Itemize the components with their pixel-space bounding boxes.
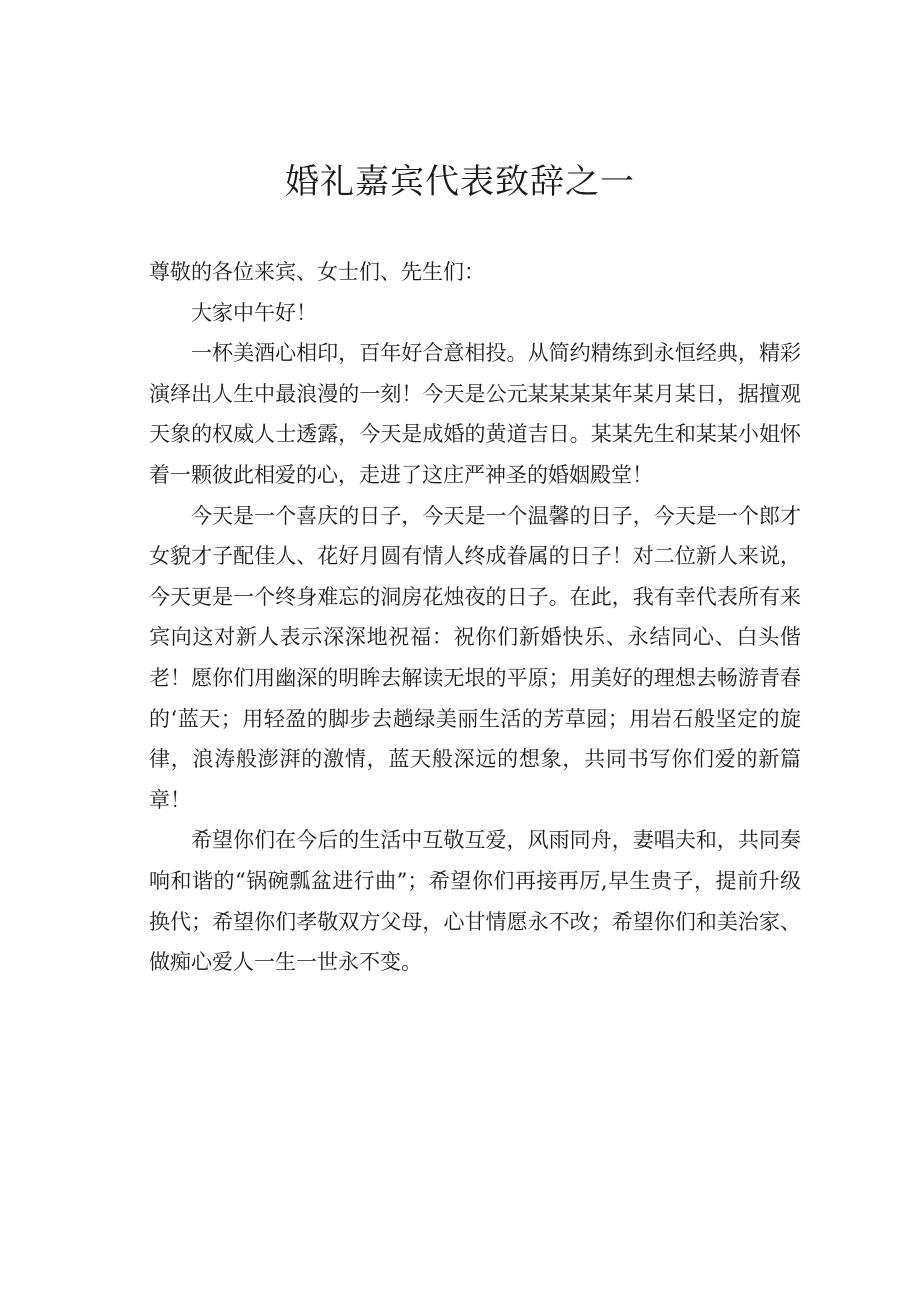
- document-title: 婚礼嘉宾代表致辞之一: [285, 162, 635, 202]
- paragraph-1: 一杯美酒心相印，百年好合意相投。从简约精练到永恒经典，精彩演绎出人生中最浪漫的一刻！今天是公元某某某某年某月某日，据擅观天象的权威人士透露，今天是成婚的黄道吉日。某某先生和某某小姐怀着一颗彼此相爱的心，走进了这庄严神圣的婚姻殿堂！: [149, 341, 801, 487]
- document-body: [149, 252, 801, 983]
- paragraph-2: 今天是一个喜庆的日子，今天是一个温馨的日子，今天是一个郎才女貌才子配佳人、花好月圆有情人终成眷属的日子！对二位新人来说，今天更是一个终身难忘的洞房花烛夜的日子。在此，我有幸代表所有来宾向这对新人表示深深地祝福：祝你们新婚快乐、永结同心、白头偕老！愿你们用幽深的明眸去解读无垠的平原；用美好的理想去畅游青春的‘蓝天；用轻盈的脚步去趟绿美丽生活的芳草园；用岩石般坚定的旋律，浪涛般澎湃的激情，蓝天般深远的想象，共同书写你们爱的新篇章！: [149, 503, 801, 812]
- salutation: 尊敬的各位来宾、女士们、先生们：: [149, 260, 485, 284]
- paragraph-3: 希望你们在今后的生活中互敬互爱，风雨同舟，妻唱夫和，共同奏响和谐的“锅碗瓢盆进行曲”；希望你们再接再厉,早生贵子，提前升级换代；希望你们孝敬双方父母，心甘情愿永不改；希望你们和美治家、做痴心爱人一生一世永不变。: [149, 828, 801, 975]
- paragraph-greeting: 大家中午好！: [191, 300, 317, 325]
